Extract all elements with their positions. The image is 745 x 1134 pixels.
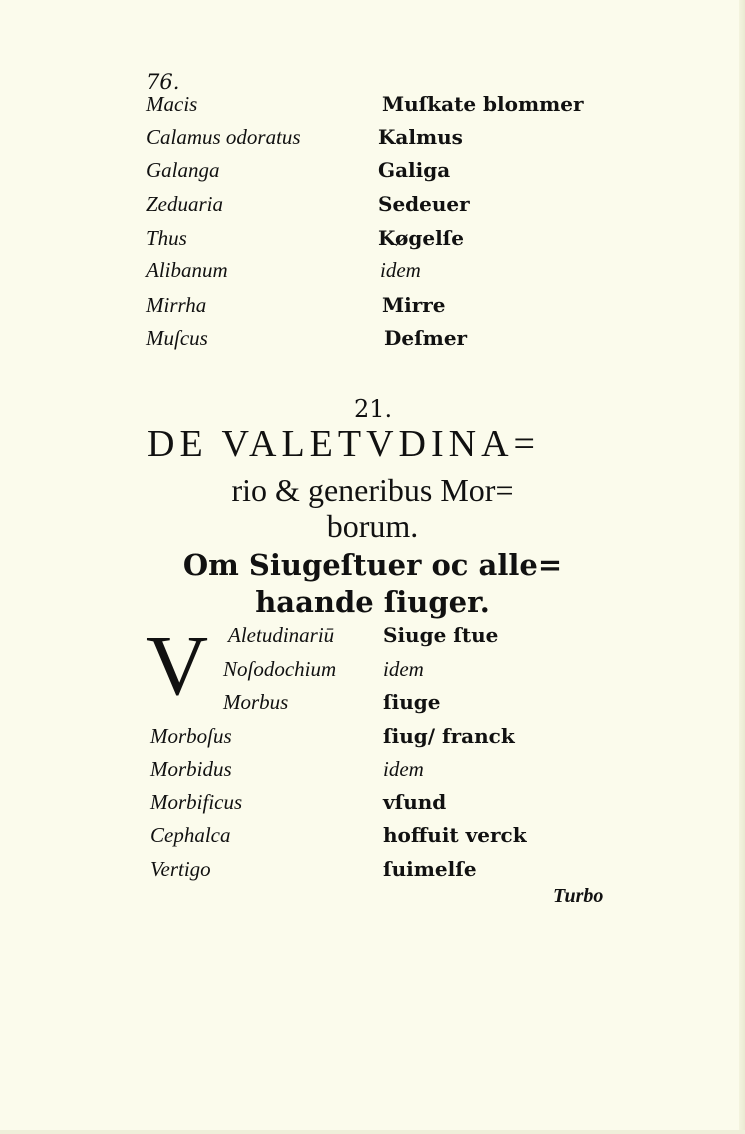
list-item [0,724,745,757]
danish-term: Deſmer [384,326,468,350]
latin-heading-line: rio & generibus Mor= [231,472,514,508]
list-item [0,258,745,291]
list-item [0,326,745,359]
catchword: Turbo [553,885,604,907]
latin-term: Thus [146,226,187,250]
list-item [0,158,745,191]
latin-term: Mirrha [146,293,207,317]
list-item [0,293,745,326]
danish-term: Køgelſe [378,226,465,250]
danish-term: vſund [383,790,447,814]
latin-term: Macis [146,92,198,116]
latin-term: Muſcus [146,326,208,350]
danish-heading-line: haande ſiuger. [255,585,490,619]
list-item [0,757,745,790]
latin-term: Aletudinariū [228,623,335,647]
drop-cap: V [146,617,209,713]
danish-term: ſiuge [383,690,441,714]
latin-term: Cephalca [150,823,231,847]
danish-term: hoffuit verck [383,823,527,847]
latin-term: Zeduaria [146,192,224,216]
danish-term: idem [383,757,424,781]
page-edge-bottom [0,1130,745,1134]
danish-term: Siuge ſtue [383,623,499,647]
list-item [0,657,745,690]
latin-term: Alibanum [146,258,228,282]
danish-term: idem [380,258,421,282]
latin-term: Calamus odoratus [146,125,301,149]
list-item [0,192,745,225]
latin-term: Morbificus [150,790,243,814]
danish-term: Galiga [378,158,451,182]
danish-heading-line: Om Siugeſtuer oc alle= [182,548,563,582]
latin-term: Noſodochium [223,657,337,681]
latin-term: Vertigo [150,857,211,881]
list-item [0,823,745,856]
list-item [0,226,745,259]
latin-term: Morboſus [150,724,232,748]
list-item [0,690,745,723]
danish-term: Mirre [382,293,446,317]
latin-heading-line: borum. [326,508,419,544]
list-item [0,92,745,125]
latin-term: Morbidus [150,757,232,781]
latin-term: Morbus [223,690,289,714]
list-item [0,857,745,890]
danish-term: ſuimelſe [383,857,477,881]
list-item [0,623,745,656]
page-number: 76. [146,70,180,94]
danish-term: Kalmus [378,125,463,149]
list-item [0,790,745,823]
list-item [0,125,745,158]
danish-term: ſiug/ franck [383,724,515,748]
latin-heading-line: DE VALETVDINA= [147,423,540,465]
danish-term: Muſkate blommer [382,92,584,116]
section-number: 21. [354,395,393,423]
danish-term: idem [383,657,424,681]
danish-term: Sedeuer [378,192,470,216]
latin-term: Galanga [146,158,220,182]
